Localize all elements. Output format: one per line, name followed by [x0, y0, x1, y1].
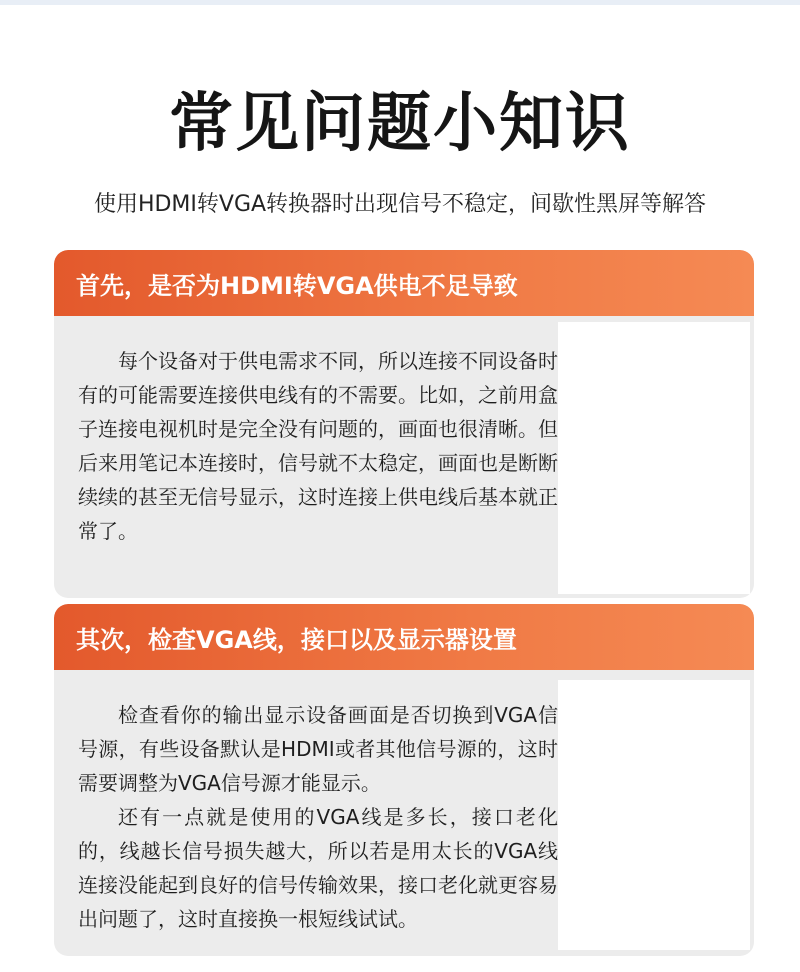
faq-card-vga-cable [54, 604, 754, 956]
faq-paragraph: 还有一点就是使用的VGA线是多长，接口老化的，线越长信号损失越大，所以若是用太长的VGA线连接没能起到良好的信号传输效果，接口老化就更容易出问题了，这时直接换一根短线试试。 [78, 805, 558, 931]
faq-card-heading: 首先，是否为HDMI转VGA供电不足导致 [54, 250, 754, 316]
page-title: 常见问题小知识 [169, 87, 631, 161]
image-placeholder [558, 322, 750, 594]
page-subtitle: 使用HDMI转VGA转换器时出现信号不稳定，间歇性黑屏等解答 [93, 192, 707, 217]
faq-card-body [54, 670, 558, 936]
faq-paragraph: 检查看你的输出显示设备画面是否切换到VGA信号源，有些设备默认是HDMI或者其他信号源的，这时需要调整为VGA信号源才能显示。 [78, 703, 558, 795]
faq-card-heading: 其次，检查VGA线，接口以及显示器设置 [54, 604, 754, 670]
faq-card-body [54, 316, 558, 548]
faq-card-power [54, 250, 754, 598]
top-strip [0, 0, 800, 5]
faq-paragraph: 每个设备对于供电需求不同，所以连接不同设备时有的可能需要连接供电线有的不需要。比如，之前用盒子连接电视机时是完全没有问题的，画面也很清晰。但后来用笔记本连接时，信号就不太稳定，画面也是断断续续的甚至无信号显示，这时连接上供电线后基本就正常了。 [78, 349, 558, 543]
image-placeholder [558, 680, 750, 950]
